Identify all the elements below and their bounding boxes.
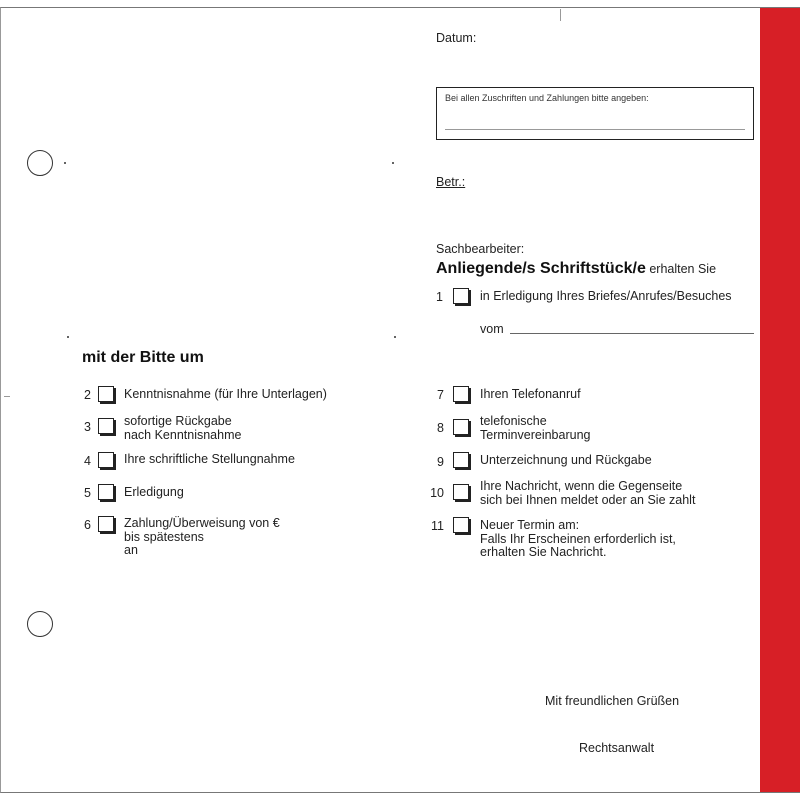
item-line: Terminvereinbarung — [480, 427, 591, 442]
item-line: Falls Ihr Erscheinen erforderlich ist, — [480, 531, 676, 546]
item-line: nach Kenntnisnahme — [124, 427, 242, 442]
datum-label: Datum: — [436, 31, 477, 45]
item-7-checkbox[interactable] — [453, 386, 469, 402]
item-3-text — [124, 415, 241, 442]
item-2-checkbox[interactable] — [98, 386, 114, 402]
item-10-checkbox[interactable] — [453, 484, 469, 500]
item-5-checkbox[interactable] — [98, 484, 114, 500]
reference-line[interactable] — [445, 129, 745, 130]
item-line: Ihren Telefonanruf — [480, 387, 581, 401]
item-8-text — [480, 415, 590, 442]
item-line: erhalten Sie Nachricht. — [480, 545, 607, 559]
item-4-checkbox[interactable] — [98, 452, 114, 468]
item-9-checkbox[interactable] — [453, 452, 469, 468]
item-number: 3 — [84, 420, 91, 434]
item-line: Erledigung — [124, 485, 184, 499]
item-3-checkbox[interactable] — [98, 418, 114, 434]
item-7-text — [480, 388, 581, 402]
item-9-text — [480, 454, 652, 468]
item-line: Kenntnisnahme (für Ihre Unterlagen) — [124, 387, 327, 401]
item-number: 1 — [436, 290, 443, 304]
item-number: 7 — [437, 388, 444, 402]
item-line: Neuer Termin am: — [480, 518, 580, 532]
fold-mark — [64, 162, 66, 164]
item-10-text — [480, 480, 695, 507]
item-1-text: in Erledigung Ihres Briefes/Anrufes/Besuches — [480, 289, 732, 303]
red-edge-bar — [760, 8, 800, 792]
item-line: Unterzeichnung und Rückgabe — [480, 453, 652, 467]
item-number: 6 — [84, 518, 91, 532]
item-number: 8 — [437, 421, 444, 435]
item-number: 10 — [430, 486, 444, 500]
item-line: bis spätestens — [124, 529, 204, 544]
betr-label: Betr.: — [436, 175, 466, 189]
item-line: an — [124, 543, 138, 557]
vom-input-line[interactable] — [510, 333, 754, 334]
fold-mark — [394, 336, 396, 338]
closing-greeting: Mit freundlichen Grüßen — [545, 694, 680, 708]
item-5-text — [124, 486, 184, 500]
punch-hole-top — [27, 150, 53, 176]
item-line: Zahlung/Überweisung von € — [124, 516, 280, 530]
item-line: sich bei Ihnen meldet oder an Sie zahlt — [480, 492, 696, 507]
enclosed-heading-bold: Anliegende/s Schriftstück/e — [436, 260, 646, 277]
reference-box-label: Bei allen Zuschriften und Zahlungen bitte angeben: — [445, 93, 649, 103]
vom-label: vom — [480, 322, 504, 336]
center-mark — [4, 396, 10, 397]
item-line: Ihre Nachricht, wenn die Gegenseite — [480, 479, 683, 493]
signature-title: Rechtsanwalt — [579, 741, 655, 755]
item-number: 2 — [84, 388, 91, 402]
item-line: telefonische — [480, 414, 547, 428]
enclosed-heading — [436, 262, 716, 276]
item-number: 9 — [437, 455, 444, 469]
item-line: Ihre schriftliche Stellungnahme — [124, 452, 295, 466]
enclosed-heading-rest: erhalten Sie — [649, 262, 717, 276]
reference-box — [436, 87, 754, 140]
sachbearbeiter-label: Sachbearbeiter: — [436, 242, 525, 256]
item-2-text — [124, 388, 327, 402]
item-number: 11 — [431, 519, 444, 533]
fold-mark — [67, 336, 69, 338]
fold-mark — [392, 162, 394, 164]
item-11-text — [480, 519, 676, 560]
item-number: 5 — [84, 486, 91, 500]
item-6-checkbox[interactable] — [98, 516, 114, 532]
item-line: sofortige Rückgabe — [124, 414, 232, 428]
item-6-text — [124, 517, 280, 558]
top-mark — [560, 9, 561, 21]
item-8-checkbox[interactable] — [453, 419, 469, 435]
request-heading: mit der Bitte um — [82, 349, 204, 366]
item-number: 4 — [84, 454, 91, 468]
item-1-checkbox[interactable] — [453, 288, 469, 304]
item-4-text — [124, 453, 295, 467]
item-11-checkbox[interactable] — [453, 517, 469, 533]
punch-hole-bottom — [27, 611, 53, 637]
